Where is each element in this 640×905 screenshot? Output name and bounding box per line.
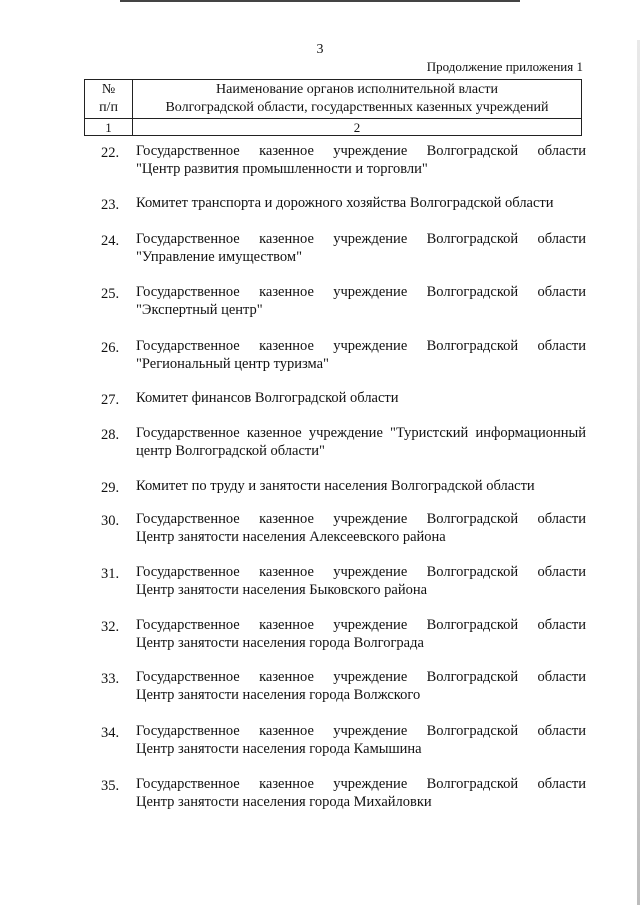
entry-number: 23.: [100, 197, 120, 213]
entry-line: Государственное казенное учреждение Волгоградской области: [136, 564, 586, 580]
entry-line: Центр занятости населения города Волжского: [136, 687, 421, 703]
entry-line: Государственное казенное учреждение Волгоградской области: [136, 231, 586, 247]
entry-line: Центр занятости населения города Камышина: [136, 741, 422, 757]
list-item: [84, 775, 586, 811]
header-name-line-2: Волгоградской области, государственных казенных учреждений: [165, 100, 549, 115]
list-item: [84, 722, 586, 758]
entry-text: [136, 510, 586, 546]
entry-text: [136, 722, 586, 758]
entry-line: Центр занятости населения Алексеевского района: [136, 529, 446, 545]
entry-number: 30.: [100, 513, 120, 529]
entry-text: [136, 194, 586, 214]
entry-line: Центр занятости населения города Волгограда: [136, 635, 424, 651]
page-number: 3: [316, 42, 324, 57]
entry-line: Комитет финансов Волгоградской области: [136, 390, 399, 406]
entry-text: [136, 337, 586, 373]
entry-number: 33.: [100, 671, 120, 687]
entry-line: Государственное казенное учреждение Волгоградской области: [136, 338, 586, 354]
header-number-line-2: п/п: [99, 100, 118, 115]
entry-number: 29.: [100, 480, 120, 496]
entry-number: 35.: [100, 778, 120, 794]
list-item: [84, 283, 586, 319]
entry-number: 34.: [100, 725, 120, 741]
column-number-row: [85, 119, 582, 136]
entry-line: Государственное казенное учреждение Волгоградской области: [136, 511, 586, 527]
entry-line: Комитет по труду и занятости населения Волгоградской области: [136, 478, 535, 494]
list-item: [84, 337, 586, 373]
entry-line: "Экспертный центр": [136, 302, 263, 318]
list-item: [84, 563, 586, 599]
entry-text: [136, 775, 586, 811]
header-row: [85, 80, 582, 119]
entry-line: центр Волгоградской области": [136, 443, 325, 459]
header-number-cell: [85, 80, 133, 119]
entry-number: 31.: [100, 566, 120, 582]
entry-number: 32.: [100, 619, 120, 635]
header-number-line-1: №: [101, 82, 116, 97]
entry-line: "Управление имуществом": [136, 249, 302, 265]
list-item: [84, 142, 586, 178]
entry-text: [136, 424, 586, 460]
entry-number: 27.: [100, 392, 120, 408]
column-number-1: 1: [85, 119, 133, 136]
header-name-cell: [133, 80, 582, 119]
entry-number: 28.: [100, 427, 120, 443]
list-item: [84, 668, 586, 704]
entry-number: 26.: [100, 340, 120, 356]
entry-line: Государственное казенное учреждение Волгоградской области: [136, 723, 586, 739]
entry-number: 24.: [100, 233, 120, 249]
list-item: [84, 510, 586, 546]
entry-line: Государственное казенное учреждение Волгоградской области: [136, 776, 586, 792]
entry-text: [136, 563, 586, 599]
list-item: [84, 230, 586, 266]
header-table: [84, 79, 582, 136]
list-item: [84, 477, 586, 497]
entry-line: Комитет транспорта и дорожного хозяйства Волгоградской области: [136, 195, 554, 211]
entry-line: "Региональный центр туризма": [136, 356, 329, 372]
entry-text: [136, 142, 586, 178]
entry-number: 22.: [100, 145, 120, 161]
list-item: [84, 424, 586, 460]
entry-line: Государственное казенное учреждение Волгоградской области: [136, 669, 586, 685]
entry-text: [136, 616, 586, 652]
entry-line: Государственное казенное учреждение Волгоградской области: [136, 143, 586, 159]
entry-text: [136, 477, 586, 497]
entry-line: Государственное казенное учреждение Волгоградской области: [136, 617, 586, 633]
header-name-line-1: Наименование органов исполнительной власти: [216, 82, 498, 97]
entry-line: "Центр развития промышленности и торговли": [136, 161, 428, 177]
entry-line: Центр занятости населения города Михайловки: [136, 794, 432, 810]
entry-text: [136, 389, 586, 409]
column-number-2: 2: [133, 119, 582, 136]
entry-line: Государственное казенное учреждение Волгоградской области: [136, 284, 586, 300]
entry-text: [136, 668, 586, 704]
entry-text: [136, 283, 586, 319]
entry-text: [136, 230, 586, 266]
scan-top-mark: [120, 0, 520, 2]
entry-number: 25.: [100, 286, 120, 302]
list-item: [84, 616, 586, 652]
entry-line: Центр занятости населения Быковского района: [136, 582, 428, 598]
appendix-continuation-note: Продолжение приложения 1: [426, 59, 583, 74]
entry-line: Государственное казенное учреждение "Туристский информационный: [136, 425, 586, 441]
list-item: [84, 194, 586, 214]
list-item: [84, 389, 586, 409]
